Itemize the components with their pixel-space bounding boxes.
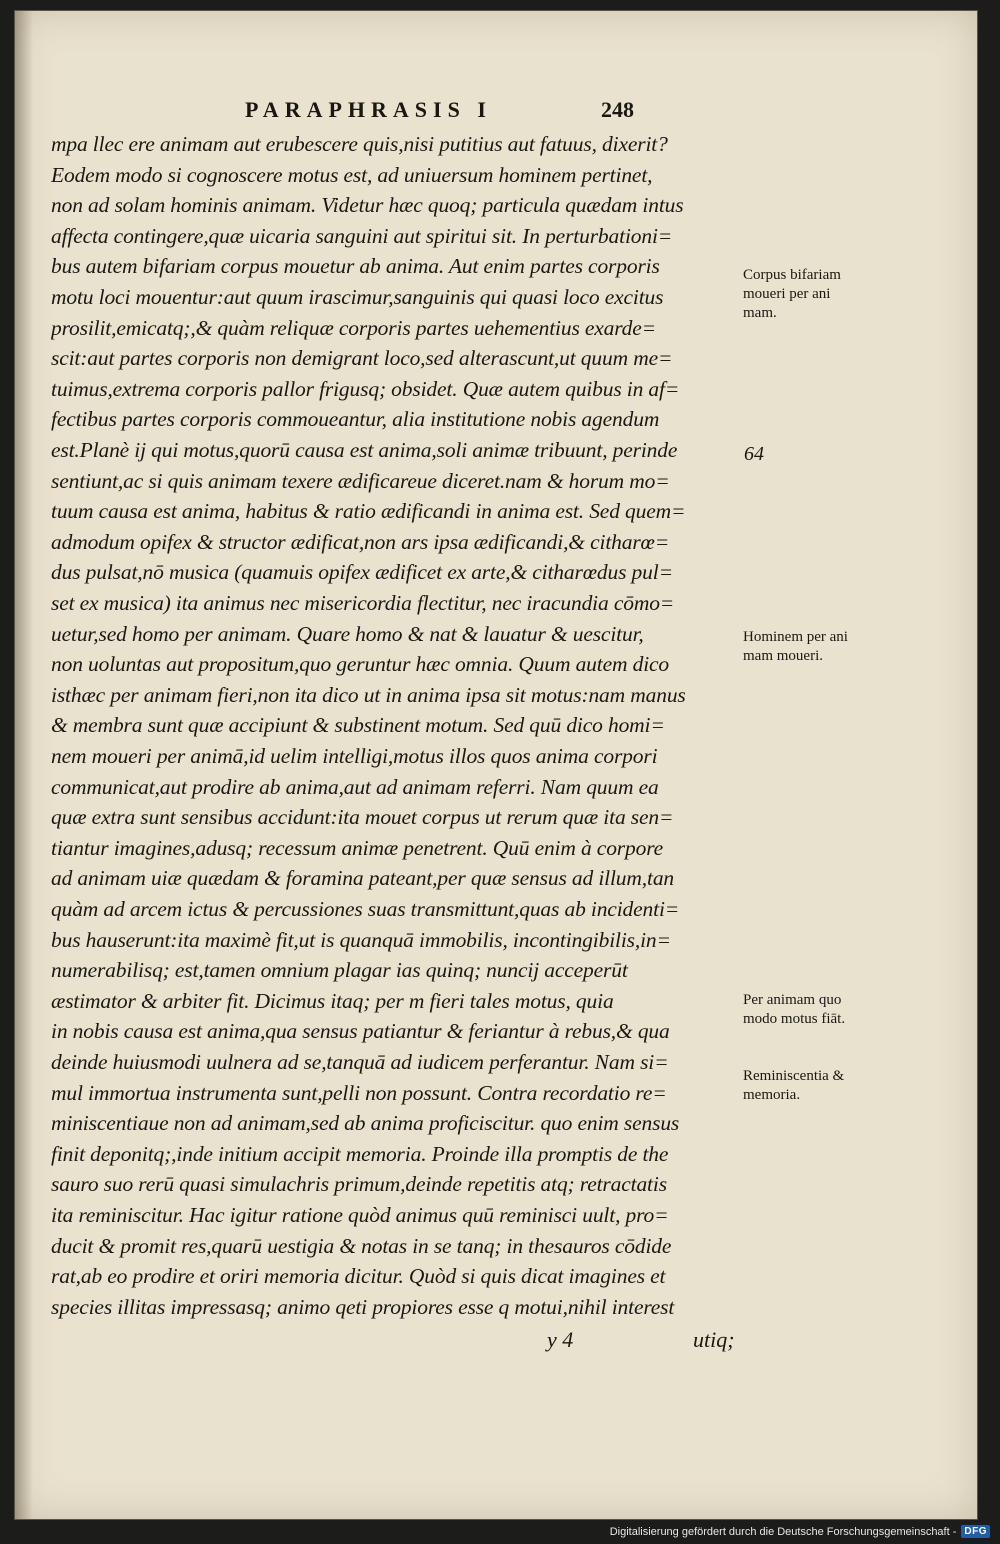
running-head: PARAPHRASIS I bbox=[245, 97, 492, 122]
text-line: miniscentiaue non ad animam,sed ab anima proficiscitur. quo enim sensus bbox=[51, 1111, 680, 1136]
text-line: admodum opifex & structor ædificat,non ars ipsa ædificandi,& citharœ= bbox=[51, 529, 670, 554]
text-line: rat,ab eo prodire et oriri memoria dicitur. Quòd si quis dicat imagines et bbox=[51, 1264, 666, 1289]
text-line: tuimus,extrema corporis pallor frigusq; obsidet. Quæ autem quibus in af= bbox=[51, 376, 680, 401]
text-line: ita reminiscitur. Hac igitur ratione quòd animus quū reminisci uult, pro= bbox=[51, 1203, 669, 1227]
text-line: numerabilisq; est,tamen omnium plagar ias quinq; nuncij acceperūt bbox=[51, 958, 628, 983]
margin-note-line: Reminiscentia & bbox=[743, 1068, 845, 1084]
text-line: Eodem modo si cognoscere motus est, ad uniuersum hominem pertinet, bbox=[51, 162, 653, 187]
spine-shadow bbox=[15, 11, 33, 1519]
margin-note bbox=[743, 991, 943, 1029]
catchline bbox=[15, 1327, 977, 1357]
text-line: quæ extra sunt sensibus accidunt:ita mouet corpus ut rerum quæ ita sen= bbox=[51, 805, 674, 830]
text-line: set ex musica) ita animus nec misericordia flectitur, nec iracundia cōmo= bbox=[51, 591, 675, 615]
margin-note-line: memoria. bbox=[743, 1087, 801, 1103]
dfg-logo: DFG bbox=[961, 1525, 990, 1538]
text-line: affecta contingere,quæ uicaria sanguini aut spiritui sit. In perturbationi= bbox=[51, 223, 673, 248]
text-line: communicat,aut prodire ab anima,aut ad animam referri. Nam quum ea bbox=[51, 774, 659, 799]
signature-mark: y 4 bbox=[547, 1327, 574, 1352]
text-line: bus hauserunt:ita maximè fit,ut is quanquā immobilis, incontingibilis,in= bbox=[51, 927, 671, 952]
text-line: prosilit,emicatq;,& quàm reliquæ corporis partes uehementius exarde= bbox=[51, 315, 657, 340]
margin-note-line: moueri per ani bbox=[743, 286, 831, 302]
text-line: fectibus partes corporis commoueantur, alia institutione nobis agendum bbox=[51, 407, 660, 432]
text-line: isthæc per animam fieri,non ita dico ut in anima ipsa sit motus:nam manus bbox=[51, 682, 686, 707]
text-line: bus autem bifariam corpus mouetur ab anima. Aut enim partes corporis bbox=[51, 254, 660, 279]
text-line: sauro suo rerū quasi simulachris primum,deinde repetitis atq; retractatis bbox=[51, 1172, 667, 1197]
margin-note-line: mam moueri. bbox=[743, 648, 823, 664]
text-line: mpa llec ere animam aut erubescere quis,nisi putitius aut fatuus, dixerit? bbox=[51, 132, 668, 156]
margin-note bbox=[743, 1067, 943, 1105]
text-line: species illitas impressasq; animo qeti propiores esse q motui,nihil interest bbox=[51, 1294, 675, 1319]
text-line: uetur,sed homo per animam. Quare homo & nat & lauatur & uescitur, bbox=[51, 621, 644, 646]
margin-note-line: mam. bbox=[743, 305, 777, 321]
margin-note bbox=[743, 628, 943, 666]
margin-note-line: modo motus fiāt. bbox=[743, 1011, 846, 1027]
text-line: ad animam uiæ quædam & foramina pateant,per quæ sensus ad illum,tan bbox=[51, 866, 675, 891]
text-line: nem moueri per animā,id uelim intelligi,motus illos quos anima corpori bbox=[51, 744, 658, 768]
text-line: quàm ad arcem ictus & percussiones suas transmittunt,quas ab incidenti= bbox=[51, 897, 680, 921]
footer-text: Digitalisierung gefördert durch die Deutsche Forschungsgemeinschaft - bbox=[609, 1525, 957, 1538]
text-line: finit deponitq;,inde initium accipit memoria. Proinde illa promptis de the bbox=[51, 1141, 669, 1166]
text-line: & membra sunt quæ accipiunt & substinent motum. Sed quū dico homi= bbox=[51, 713, 665, 738]
text-line: æstimator & arbiter fit. Dicimus itaq; per m fieri tales motus, quia bbox=[51, 988, 614, 1013]
text-line: ducit & promit res,quarū uestigia & notas in se tanq; in thesauros cōdide bbox=[51, 1233, 672, 1258]
margin-note-line: Per animam quo bbox=[743, 992, 842, 1008]
text-line: sentiunt,ac si quis animam texere ædificareue diceret.nam & horum mo= bbox=[51, 468, 670, 493]
catchword: utiq; bbox=[693, 1327, 735, 1352]
text-line: est.Planè ij qui motus,quorū causa est anima,soli animæ tribuunt, perinde bbox=[51, 438, 678, 462]
text-line: non ad solam hominis animam. Videtur hæc quoq; particula quædam intus bbox=[51, 193, 684, 218]
margin-note bbox=[743, 266, 943, 323]
footer-credit bbox=[610, 1525, 990, 1538]
text-line: tiantur imagines,adusq; recessum animæ penetrent. Quū enim à corpore bbox=[51, 835, 664, 860]
folio-number: 248 bbox=[601, 97, 634, 122]
text-line: in nobis causa est anima,qua sensus patiantur & feriantur à rebus,& qua bbox=[51, 1019, 670, 1044]
book-page bbox=[14, 10, 978, 1520]
text-line: tuum causa est anima, habitus & ratio ædificandi in anima est. Sed quem= bbox=[51, 499, 686, 524]
page-header bbox=[15, 97, 977, 127]
text-line: non uoluntas aut propositum,quo geruntur hæc omnia. Quum autem dico bbox=[51, 652, 670, 677]
margin-number: 64 bbox=[744, 443, 764, 465]
text-line: dus pulsat,nō musica (quamuis opifex ædificet ex arte,& citharœdus pul= bbox=[51, 560, 673, 585]
margin-note-line: Hominem per ani bbox=[743, 629, 848, 645]
text-line: deinde huiusmodi uulnera ad se,tanquā ad iudicem perferantur. Nam si= bbox=[51, 1050, 669, 1074]
text-line: mul immortua instrumenta sunt,pelli non possunt. Contra recordatio re= bbox=[51, 1080, 667, 1105]
text-line: scit:aut partes corporis non demigrant loco,sed alterascunt,ut quum me= bbox=[51, 346, 673, 371]
margin-note-line: Corpus bifariam bbox=[743, 267, 841, 283]
text-line: motu loci mouentur:aut quum irascimur,sanguinis qui quasi loco excitus bbox=[51, 285, 664, 309]
